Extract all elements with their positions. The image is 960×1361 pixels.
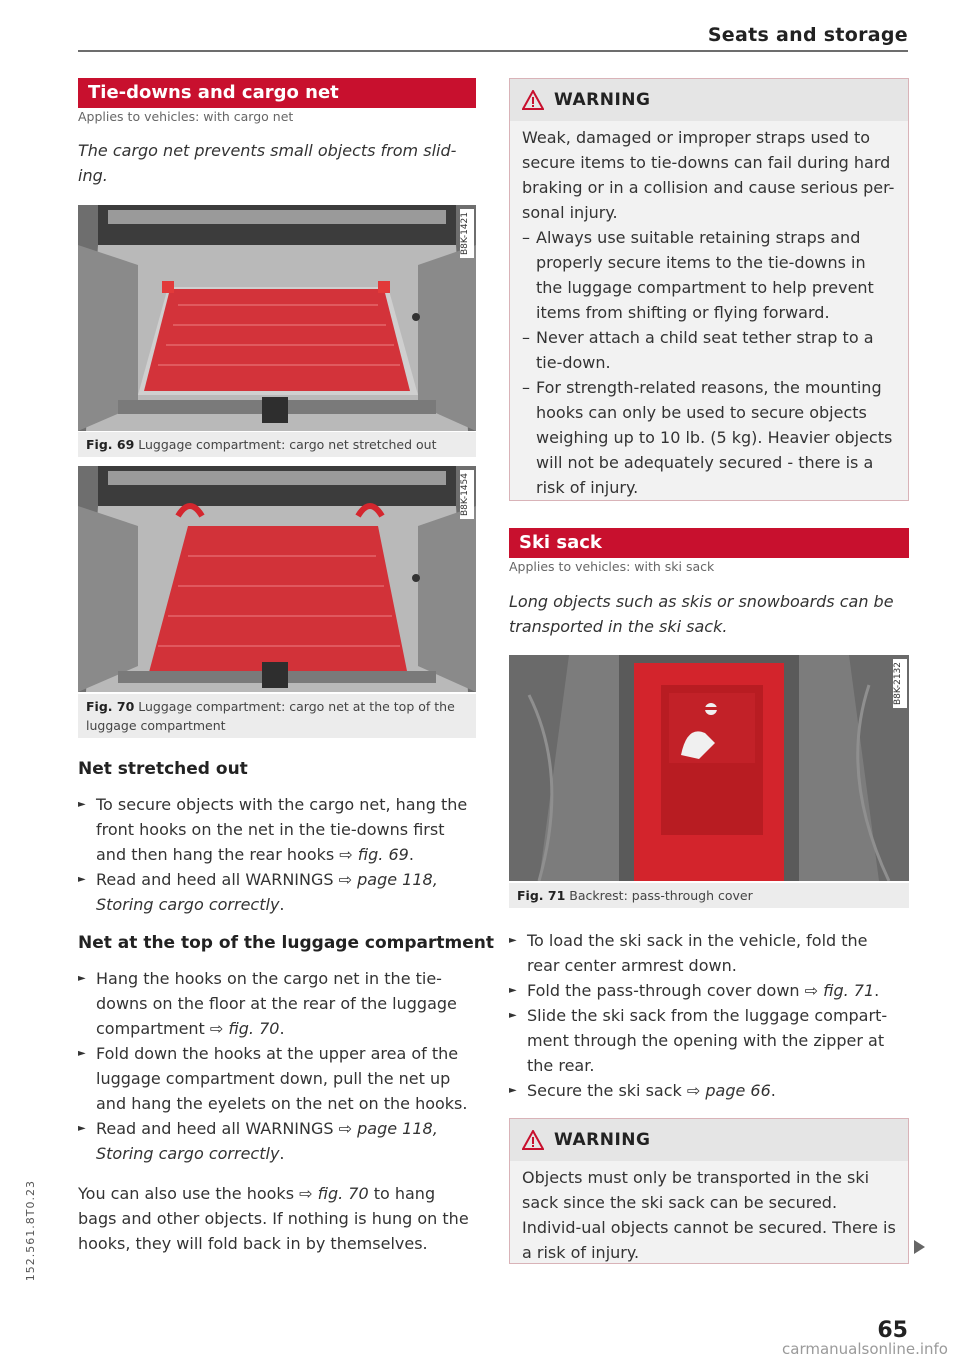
warning-item-2: – Never attach a child seat tether strap to a tie-down. xyxy=(522,325,896,375)
steps-net-stretched-out xyxy=(78,792,470,917)
figure-69-label: Fig. 69 xyxy=(86,437,135,452)
step-ski-3: ► Slide the ski sack from the luggage compart-ment through the opening with the zipper at the rear. xyxy=(509,1003,905,1078)
warning-triangle-icon xyxy=(522,1130,544,1150)
link-page-118-b[interactable]: ⇨ page 118, Storing cargo correctly xyxy=(96,1119,438,1163)
document-code: 152.561.8T0.23 xyxy=(24,1180,37,1282)
figure-71-image xyxy=(509,655,909,881)
link-fig-69[interactable]: ⇨ fig. 69 xyxy=(339,845,409,864)
page-number: 65 xyxy=(877,1318,908,1343)
figure-70-caption-text: Luggage compartment: cargo net at the top of the luggage compartment xyxy=(86,699,455,733)
applies-to-cargo-net: Applies to vehicles: with cargo net xyxy=(78,109,294,124)
warning-title: WARNING xyxy=(554,90,651,110)
figure-70-code: B8K-1454 xyxy=(460,470,474,519)
figure-69-code: B8K-1421 xyxy=(460,209,474,258)
closing-paragraph-hooks: You can also use the hooks ⇨ fig. 70 to hang bags and other objects. If nothing is hung on the hooks, they will fold back in by themselves. xyxy=(78,1184,469,1253)
figure-70-image xyxy=(78,466,476,692)
header-rule xyxy=(78,50,908,52)
continue-arrow-icon xyxy=(914,1240,925,1254)
link-fig-70-b[interactable]: ⇨ fig. 70 xyxy=(299,1184,369,1203)
warning-header xyxy=(510,79,908,121)
step-net-top-2: ► Fold down the hooks at the upper area of the luggage compartment down, pull the net up and hang the eyelets on the net on the hooks. xyxy=(78,1041,470,1116)
figure-71-caption xyxy=(509,883,909,908)
warning-body-2: Objects must only be transported in the ski sack since the ski sack can be secured. Individ-ual objects cannot be secured. There is a risk of injury. xyxy=(522,1168,896,1262)
link-page-66[interactable]: ⇨ page 66 xyxy=(686,1081,771,1100)
subheading-net-at-top: Net at the top of the luggage compartment xyxy=(78,933,495,953)
figure-70-caption xyxy=(78,694,476,738)
step-net-stretched-2: ► Read and heed all WARNINGS ⇨ page 118, Storing cargo correctly. xyxy=(78,867,470,917)
running-header-title: Seats and storage xyxy=(707,24,908,46)
cargo-net-intro: The cargo net prevents small objects from slid-ing. xyxy=(78,141,457,185)
figure-69-caption xyxy=(78,432,476,457)
link-fig-70[interactable]: ⇨ fig. 70 xyxy=(209,1019,280,1038)
warning-item-1: – Always use suitable retaining straps and properly secure items to the tie-downs in the luggage compartment to help prevent items from shifting or flying forward. xyxy=(522,225,896,325)
warning-box-ski-sack xyxy=(509,1118,909,1264)
step-ski-4: ► Secure the ski sack ⇨ page 66. xyxy=(509,1078,905,1103)
link-fig-71[interactable]: ⇨ fig. 71 xyxy=(804,981,875,1000)
warning-body xyxy=(510,121,908,508)
warning-intro-text: Weak, damaged or improper straps used to secure items to tie-downs can fail during hard braking or in a collision and cause serious per-sonal injury. xyxy=(522,128,895,222)
section-title-tie-downs: Tie-downs and cargo net xyxy=(78,78,476,108)
steps-ski-sack xyxy=(509,928,905,1103)
step-net-top-3: ► Read and heed all WARNINGS ⇨ page 118, Storing cargo correctly. xyxy=(78,1116,470,1166)
figure-69-image xyxy=(78,205,476,431)
warning-box-straps xyxy=(509,78,909,501)
figure-71-label: Fig. 71 xyxy=(517,888,566,903)
warning-triangle-icon xyxy=(522,90,544,110)
steps-net-at-top xyxy=(78,966,470,1166)
figure-69-caption-text: Luggage compartment: cargo net stretched out xyxy=(138,437,437,452)
step-net-top-1: ► Hang the hooks on the cargo net in the tie-downs on the floor at the rear of the luggage compartment ⇨ fig. 70. xyxy=(78,966,470,1041)
watermark: carmanualsonline.info xyxy=(782,1340,948,1358)
figure-71-code: B8K-2132 xyxy=(893,659,907,708)
warning-title-2: WARNING xyxy=(554,1130,651,1150)
subheading-net-stretched-out: Net stretched out xyxy=(78,759,248,779)
step-net-stretched-1: ► To secure objects with the cargo net, hang the front hooks on the net in the tie-downs first and then hang the rear hooks ⇨ fig. 69. xyxy=(78,792,470,867)
figure-71-caption-text: Backrest: pass-through cover xyxy=(569,888,753,903)
warning-header-2 xyxy=(510,1119,908,1161)
step-ski-1: ► To load the ski sack in the vehicle, fold the rear center armrest down. xyxy=(509,928,905,978)
link-page-118[interactable]: ⇨ page 118, Storing cargo correctly xyxy=(96,870,438,914)
section-title-ski-sack: Ski sack xyxy=(509,528,909,558)
applies-to-ski-sack: Applies to vehicles: with ski sack xyxy=(509,559,715,574)
warning-items xyxy=(522,225,896,500)
ski-sack-intro: Long objects such as skis or snowboards can be transported in the ski sack. xyxy=(509,592,894,636)
warning-item-3: – For strength-related reasons, the mounting hooks can only be used to secure objects weighing up to 10 lb. (5 kg). Heavier objects will not be adequately secured - there is a risk of injury. xyxy=(522,375,896,500)
step-ski-2: ► Fold the pass-through cover down ⇨ fig. 71. xyxy=(509,978,905,1003)
figure-70-label: Fig. 70 xyxy=(86,699,135,714)
